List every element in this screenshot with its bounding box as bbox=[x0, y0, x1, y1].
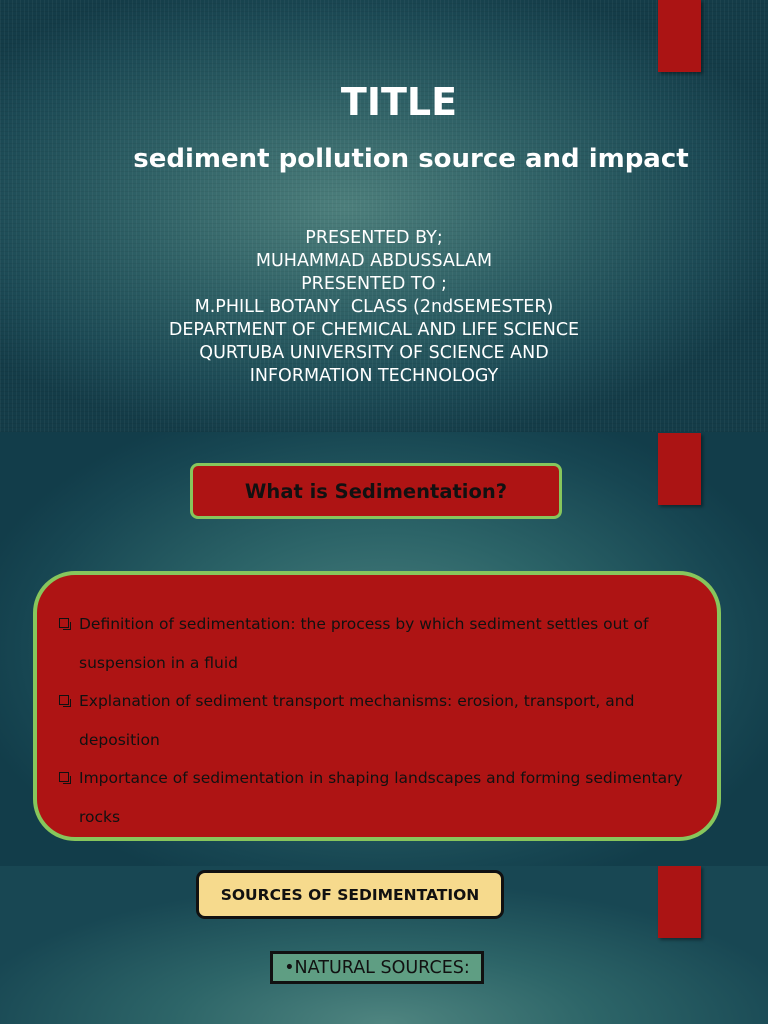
list-item bbox=[57, 759, 699, 836]
presenter-info bbox=[0, 227, 748, 388]
presenter-line: PRESENTED BY; bbox=[305, 228, 443, 248]
bullet-text-line: Explanation of sediment transport mechanisms: erosion, transport, and bbox=[79, 692, 635, 710]
section-heading: What is Sedimentation? bbox=[190, 463, 562, 519]
bullet-text-line: rocks bbox=[79, 807, 121, 826]
bullet-text-line: deposition bbox=[79, 730, 160, 749]
presenter-line: INFORMATION TECHNOLOGY bbox=[249, 366, 499, 386]
red-accent-tab bbox=[658, 433, 701, 505]
sources-heading: SOURCES OF SEDIMENTATION bbox=[196, 870, 504, 919]
presenter-line: PRESENTED TO ; bbox=[301, 274, 447, 294]
bullet-text-line: Definition of sedimentation: the process by which sediment settles out of bbox=[79, 615, 649, 633]
sedimentation-slide bbox=[0, 432, 768, 866]
checkbox-bullet-icon bbox=[59, 618, 69, 628]
bullet-text-line: Importance of sedimentation in shaping landscapes and forming sedimentary bbox=[79, 769, 683, 787]
title-slide bbox=[0, 0, 768, 432]
presenter-line: MUHAMMAD ABDUSSALAM bbox=[255, 251, 493, 271]
presenter-line: M.PHILL BOTANY CLASS (2ndSEMESTER) bbox=[194, 297, 554, 317]
list-item bbox=[57, 682, 699, 759]
sources-slide bbox=[0, 866, 768, 1024]
definition-content-box bbox=[33, 571, 721, 841]
red-accent-tab bbox=[658, 866, 701, 938]
list-item bbox=[57, 605, 699, 682]
presenter-line: QURTUBA UNIVERSITY OF SCIENCE AND bbox=[199, 343, 549, 363]
presenter-line: DEPARTMENT OF CHEMICAL AND LIFE SCIENCE bbox=[168, 320, 580, 340]
slide-title: TITLE bbox=[340, 80, 458, 124]
checkbox-bullet-icon bbox=[59, 695, 69, 705]
bullet-text-line: suspension in a fluid bbox=[79, 653, 239, 672]
natural-sources-label: •NATURAL SOURCES: bbox=[270, 951, 484, 984]
checkbox-bullet-icon bbox=[59, 772, 69, 782]
red-accent-tab bbox=[658, 0, 701, 72]
slide-subtitle: sediment pollution source and impact bbox=[133, 144, 689, 174]
